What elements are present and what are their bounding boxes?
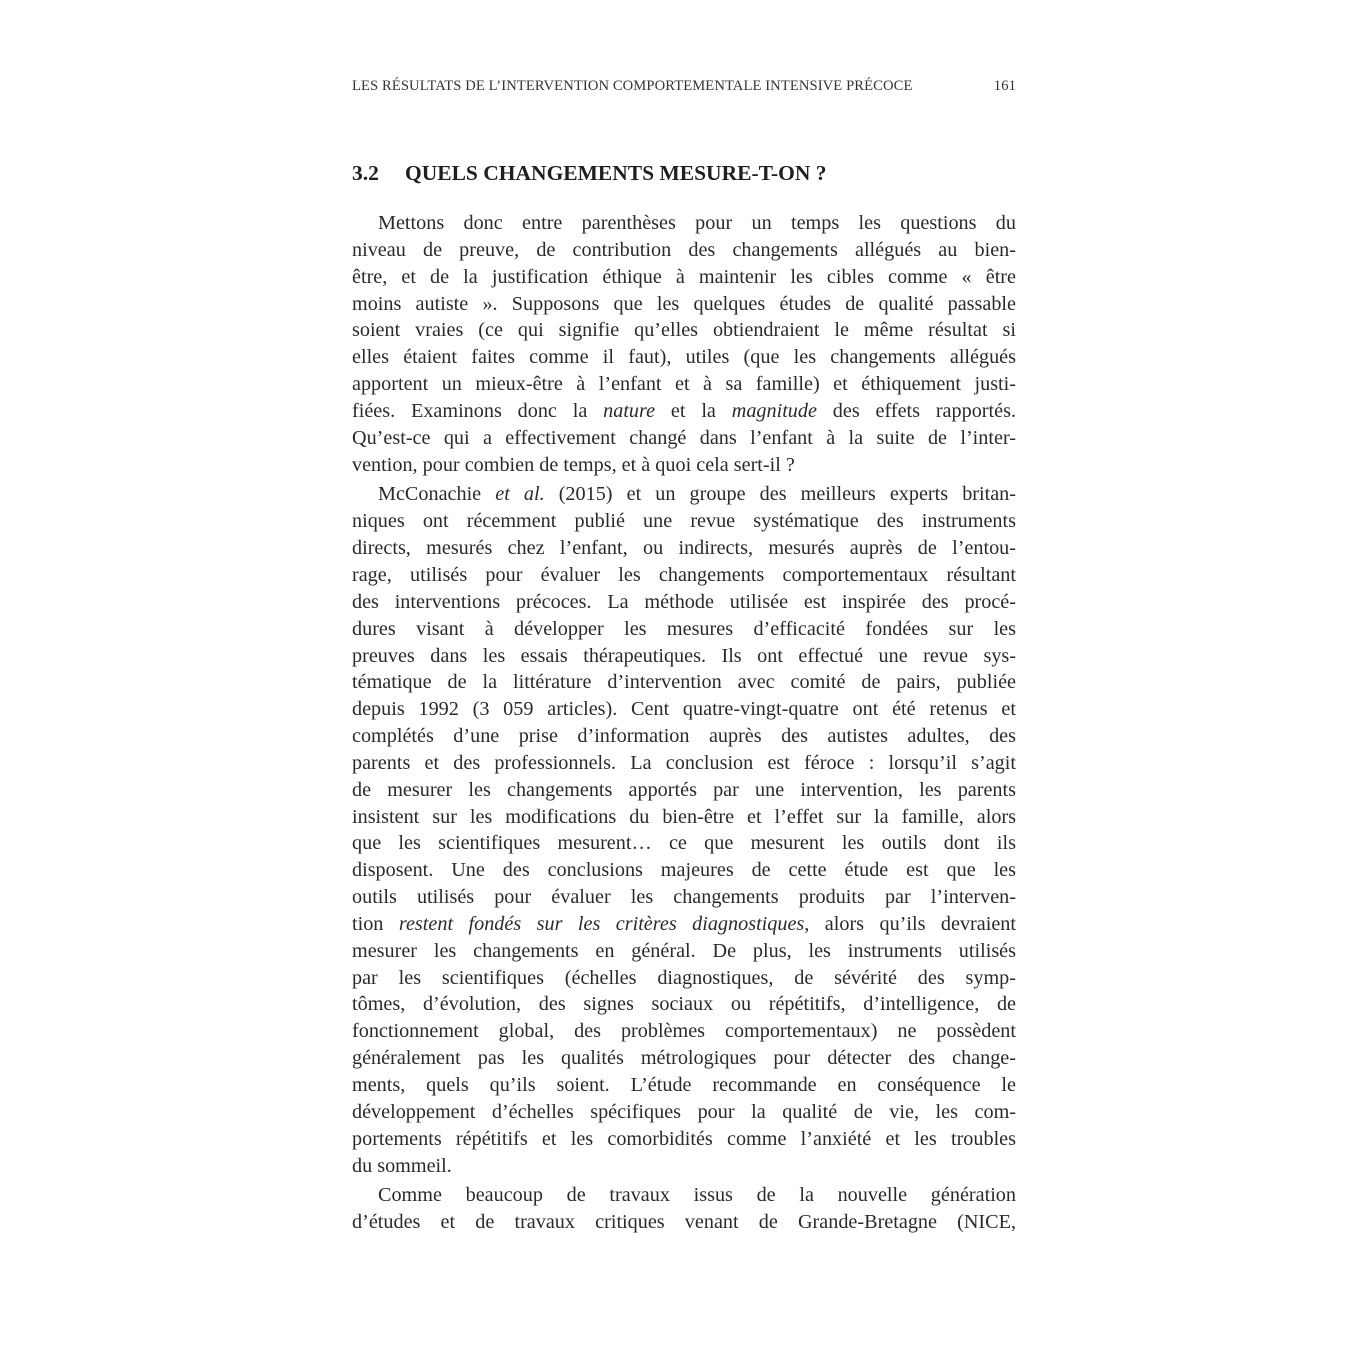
text-run: directs, mesurés chez l’enfant, ou indirects, mesurés auprès de l’entou-	[352, 537, 1016, 560]
text-run: fiées. Examinons donc la	[352, 399, 604, 422]
text-line	[352, 1072, 1016, 1099]
text-run: vention, pour combien de temps, et à quoi cela sert-il ?	[352, 453, 795, 476]
text-run: McConachie	[378, 483, 496, 506]
text-run: par les scientifiques (échelles diagnostiques, de sévérité des symp-	[352, 966, 1016, 989]
text-line	[352, 884, 1016, 911]
paragraph	[352, 1182, 1016, 1236]
text-line	[352, 1018, 1016, 1045]
text-run: et la	[655, 399, 732, 422]
text-run: , alors qu’ils devraient	[804, 912, 1016, 935]
text-run: des interventions précoces. La méthode utilisée est inspirée des procé-	[352, 590, 1016, 613]
text-line	[352, 562, 1016, 589]
italic-text: nature	[603, 399, 656, 422]
text-run: tématique de la littérature d’intervention avec comité de pairs, publiée	[352, 671, 1016, 694]
text-line	[352, 1099, 1016, 1126]
text-line	[352, 938, 1016, 965]
text-line	[352, 589, 1016, 616]
text-line	[352, 317, 1016, 344]
text-line	[352, 911, 1016, 938]
running-header	[352, 78, 1016, 95]
text-line	[352, 857, 1016, 884]
text-run: (2015) et un groupe des meilleurs experts britan-	[544, 483, 1016, 506]
text-run: apportent un mieux-être à l’enfant et à sa famille) et éthiquement justi-	[352, 373, 1016, 396]
text-run: complétés d’une prise d’information auprès des autistes adultes, des	[352, 725, 1016, 748]
page-number: 161	[993, 78, 1016, 94]
text-line	[352, 371, 1016, 398]
text-run: parents et des professionnels. La conclusion est féroce : lorsqu’il s’agit	[352, 751, 1016, 774]
body-text	[352, 210, 1016, 1236]
text-run: tion	[352, 912, 399, 935]
text-run: développement d’échelles spécifiques pour la qualité de vie, les com-	[352, 1100, 1016, 1123]
text-line	[352, 723, 1016, 750]
text-run: niveau de preuve, de contribution des changements allégués au bien-	[352, 238, 1016, 261]
text-run: mesurer les changements en général. De plus, les instruments utilisés	[352, 939, 1016, 962]
text-line	[352, 291, 1016, 318]
text-line	[352, 1045, 1016, 1072]
text-line	[352, 616, 1016, 643]
text-run: rage, utilisés pour évaluer les changements comportementaux résultant	[352, 563, 1016, 586]
text-run: elles étaient faites comme il faut), utiles (que les changements allégués	[352, 346, 1016, 369]
text-run: portements répétitifs et les comorbidités comme l’anxiété et les troubles	[352, 1127, 1016, 1150]
text-run: du sommeil.	[352, 1154, 452, 1177]
italic-text: magnitude	[731, 399, 817, 422]
text-line	[352, 1209, 1016, 1236]
text-run: de mesurer les changements apportés par une intervention, les parents	[352, 778, 1016, 801]
italic-text: et al.	[495, 483, 545, 506]
text-run: Comme beaucoup de travaux issus de la nouvelle génération	[378, 1184, 1016, 1207]
text-line	[352, 264, 1016, 291]
text-line	[352, 425, 1016, 452]
text-line	[352, 669, 1016, 696]
text-line	[352, 696, 1016, 723]
text-run: soient vraies (ce qui signifie qu’elles obtiendraient le même résultat si	[352, 319, 1016, 342]
text-line	[352, 750, 1016, 777]
text-run: depuis 1992 (3 059 articles). Cent quatre-vingt-quatre ont été retenus et	[352, 698, 1016, 721]
book-page	[352, 78, 1016, 1239]
text-run: preuves dans les essais thérapeutiques. Ils ont effectué une revue sys-	[352, 644, 1016, 667]
text-line	[352, 237, 1016, 264]
text-line	[352, 210, 1016, 237]
text-line	[352, 643, 1016, 670]
text-line	[352, 1126, 1016, 1153]
text-line	[352, 452, 1016, 479]
text-line	[352, 777, 1016, 804]
text-run: fonctionnement global, des problèmes comportementaux) ne possèdent	[352, 1020, 1016, 1043]
text-run: outils utilisés pour évaluer les changements produits par l’interven-	[352, 886, 1016, 909]
section-number: 3.2	[352, 161, 379, 185]
paragraph	[352, 210, 1016, 478]
text-run: généralement pas les qualités métrologiques pour détecter des change-	[352, 1047, 1016, 1070]
text-run: tômes, d’évolution, des signes sociaux ou répétitifs, d’intelligence, de	[352, 993, 1016, 1016]
section-title: QUELS CHANGEMENTS MESURE-T-ON ?	[405, 161, 827, 185]
text-run: Qu’est-ce qui a effectivement changé dans l’enfant à la suite de l’inter-	[352, 426, 1016, 449]
paragraph	[352, 481, 1016, 1179]
text-line	[352, 535, 1016, 562]
text-line	[352, 1153, 1016, 1180]
text-line	[352, 830, 1016, 857]
text-line	[352, 991, 1016, 1018]
text-run: Mettons donc entre parenthèses pour un temps les questions du	[378, 212, 1016, 234]
text-run: insistent sur les modifications du bien-être et l’effet sur la famille, alors	[352, 805, 1016, 828]
text-line	[352, 508, 1016, 535]
italic-text: restent fondés sur les critères diagnostiques	[398, 912, 805, 935]
text-run: des effets rapportés.	[816, 399, 1016, 422]
text-line	[352, 398, 1016, 425]
text-run: être, et de la justification éthique à maintenir les cibles comme « être	[352, 265, 1016, 288]
text-run: moins autiste ». Supposons que les quelques études de qualité passable	[352, 292, 1016, 315]
section-heading	[352, 161, 1016, 186]
text-line	[352, 344, 1016, 371]
text-run: niques ont récemment publié une revue systématique des instruments	[352, 510, 1016, 533]
text-run: ments, quels qu’ils soient. L’étude recommande en conséquence le	[352, 1074, 1016, 1096]
text-run: d’études et de travaux critiques venant de Grande-Bretagne (NICE,	[352, 1211, 1016, 1234]
text-run: dures visant à développer les mesures d’efficacité fondées sur les	[352, 617, 1016, 640]
text-line	[352, 965, 1016, 992]
text-run: que les scientifiques mesurent… ce que mesurent les outils dont ils	[352, 832, 1016, 855]
running-title: LES RÉSULTATS DE L’INTERVENTION COMPORTEMENTALE INTENSIVE PRÉCOCE	[352, 78, 913, 94]
text-line	[352, 481, 1016, 508]
text-line	[352, 1182, 1016, 1209]
text-run: disposent. Une des conclusions majeures de cette étude est que les	[352, 859, 1016, 882]
text-line	[352, 804, 1016, 831]
